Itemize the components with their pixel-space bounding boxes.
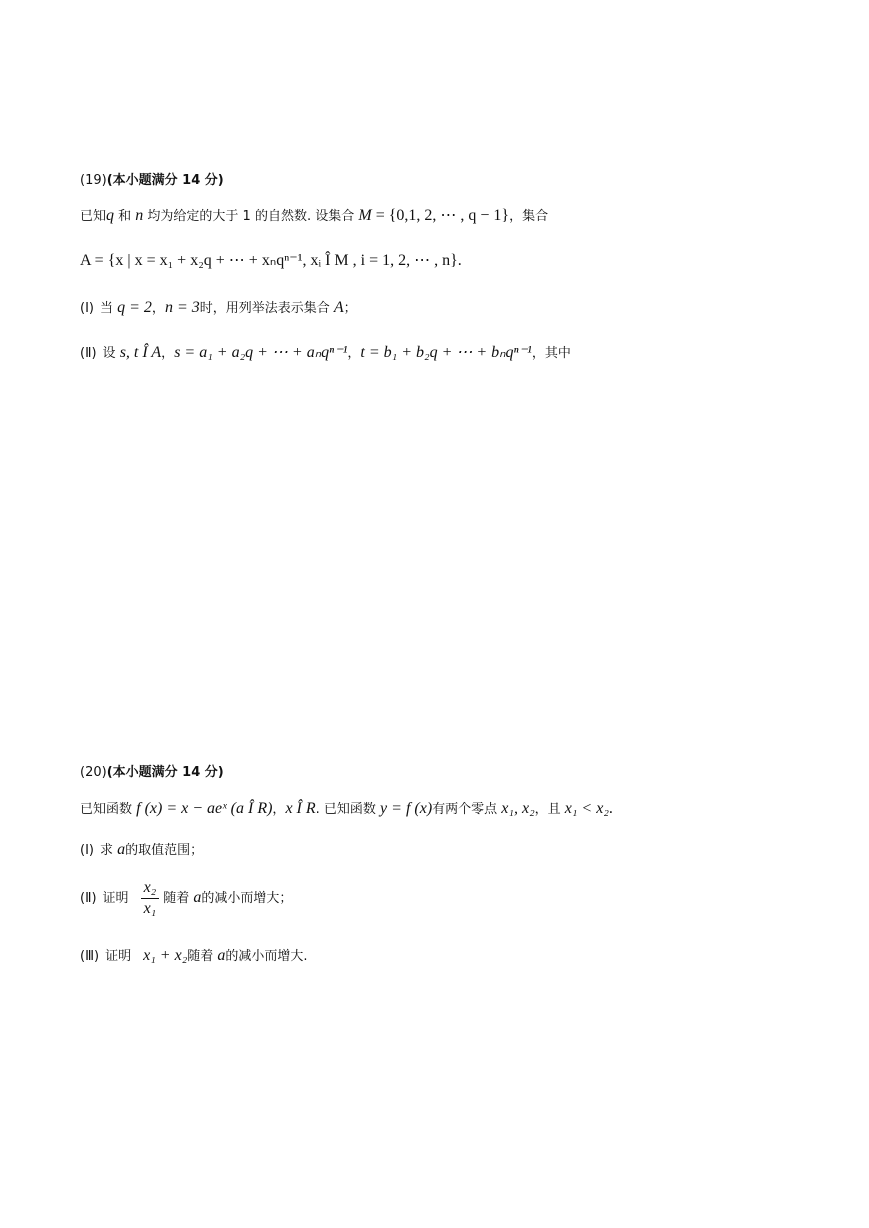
- q19-set-M: {0,1, 2, ⋯ , q − 1}: [388, 207, 510, 224]
- q19-part1-A: A: [333, 299, 344, 316]
- q19-var-q: q: [106, 207, 115, 224]
- q19-part2-sep-2: ，: [347, 346, 361, 361]
- q19-title: (本小题满分 14 分): [106, 173, 224, 188]
- q19-part2-s: s = a₁ + a₂q + ⋯ + aₙqⁿ⁻¹: [174, 344, 348, 361]
- q20-title: (本小题满分 14 分): [106, 765, 224, 780]
- q19-intro: [80, 206, 548, 227]
- q20-intro-period: .: [608, 800, 613, 817]
- q19-eq-sign: =: [371, 207, 389, 224]
- q20-part3-label: (Ⅲ): [80, 949, 100, 964]
- q20-part3-a: a: [217, 947, 226, 964]
- q20-part2-text-b: 随着: [163, 891, 194, 906]
- q19-part1-n: n = 3: [164, 299, 200, 316]
- q19-set-A: [80, 251, 462, 271]
- q19-part1-label: (Ⅰ): [80, 301, 94, 316]
- q20-function-y: y = f (x): [380, 800, 433, 817]
- q19-part2-text-a: 设: [102, 346, 120, 361]
- q20-domain-x: x Î R: [285, 800, 316, 817]
- q19-intro-text-b: 和: [114, 209, 136, 224]
- q20-part1-text-b: 的取值范围；: [125, 843, 204, 858]
- q20-part2-denominator: x₁: [143, 899, 157, 917]
- q19-part1: [80, 298, 357, 319]
- q19-part1-q: q = 2: [117, 299, 152, 316]
- q20-part3-text-a: 证明: [105, 949, 132, 964]
- q20-part2-numerator: x₂: [141, 880, 160, 899]
- q19-set-A-expression: A = {x | x = x₁ + x₂q + ⋯ + xₙqⁿ⁻¹, xᵢ Î M , i = 1, 2, ⋯ , n}.: [80, 252, 462, 269]
- q19-part2-sep-1: ，: [161, 346, 175, 361]
- q20-part3-expression: x₁ + x₂: [143, 947, 188, 964]
- q20-part1-label: (Ⅰ): [80, 843, 94, 858]
- q19-part2-st: s, t Î A: [119, 344, 162, 361]
- q20-part3-text-c: 的减小而增大.: [225, 949, 308, 964]
- q20-part2: [80, 878, 292, 919]
- q20-intro-text-b: ，: [272, 802, 286, 817]
- q19-heading: [80, 170, 224, 191]
- q20-part3: [80, 946, 308, 967]
- q19-part2: [80, 343, 571, 364]
- q20-inequality: x₁ < x₂: [564, 800, 609, 817]
- q20-intro-text-c: . 已知函数: [315, 802, 381, 817]
- q20-part1-a: a: [117, 841, 126, 858]
- q20-part2-text-c: 的减小而增大；: [201, 891, 293, 906]
- q20-part2-label: (Ⅱ): [80, 891, 97, 906]
- q19-intro-text-c: 均为给定的大于 1 的自然数. 设集合: [143, 209, 359, 224]
- q19-part1-text-a: 当: [99, 301, 118, 316]
- q19-part1-text-c: 时，用列举法表示集合: [199, 301, 334, 316]
- q20-function-f: f (x) = x − aeˣ (a Î R): [136, 800, 273, 817]
- q20-number: (20): [80, 765, 107, 780]
- q19-intro-text-a: 已知: [80, 209, 107, 224]
- q20-part3-text-b: 随着: [187, 949, 218, 964]
- q20-intro-text-d: 有两个零点: [432, 802, 502, 817]
- q20-heading: [80, 762, 224, 783]
- q20-part2-text-a: 证明: [102, 891, 129, 906]
- q20-intro-text-a: 已知函数: [80, 802, 137, 817]
- q20-zeros: x₁, x₂: [501, 800, 535, 817]
- q20-part1-text-a: 求: [99, 843, 118, 858]
- q19-var-M: M: [358, 207, 372, 224]
- q19-number: (19): [80, 173, 107, 188]
- q20-intro: [80, 799, 613, 820]
- q19-part2-t: t = b₁ + b₂q + ⋯ + bₙqⁿ⁻¹: [360, 344, 532, 361]
- q19-part1-text-b: ，: [151, 301, 165, 316]
- q20-intro-text-e: ，且: [534, 802, 565, 817]
- q20-part2-a: a: [193, 889, 202, 906]
- q19-part2-label: (Ⅱ): [80, 346, 97, 361]
- q19-var-n: n: [135, 207, 144, 224]
- q19-part1-text-d: ；: [343, 301, 357, 316]
- q20-part1: [80, 840, 203, 861]
- q20-part2-fraction: [141, 880, 160, 917]
- q19-intro-text-d: ，集合: [509, 209, 549, 224]
- q19-part2-text-b: ，其中: [531, 346, 571, 361]
